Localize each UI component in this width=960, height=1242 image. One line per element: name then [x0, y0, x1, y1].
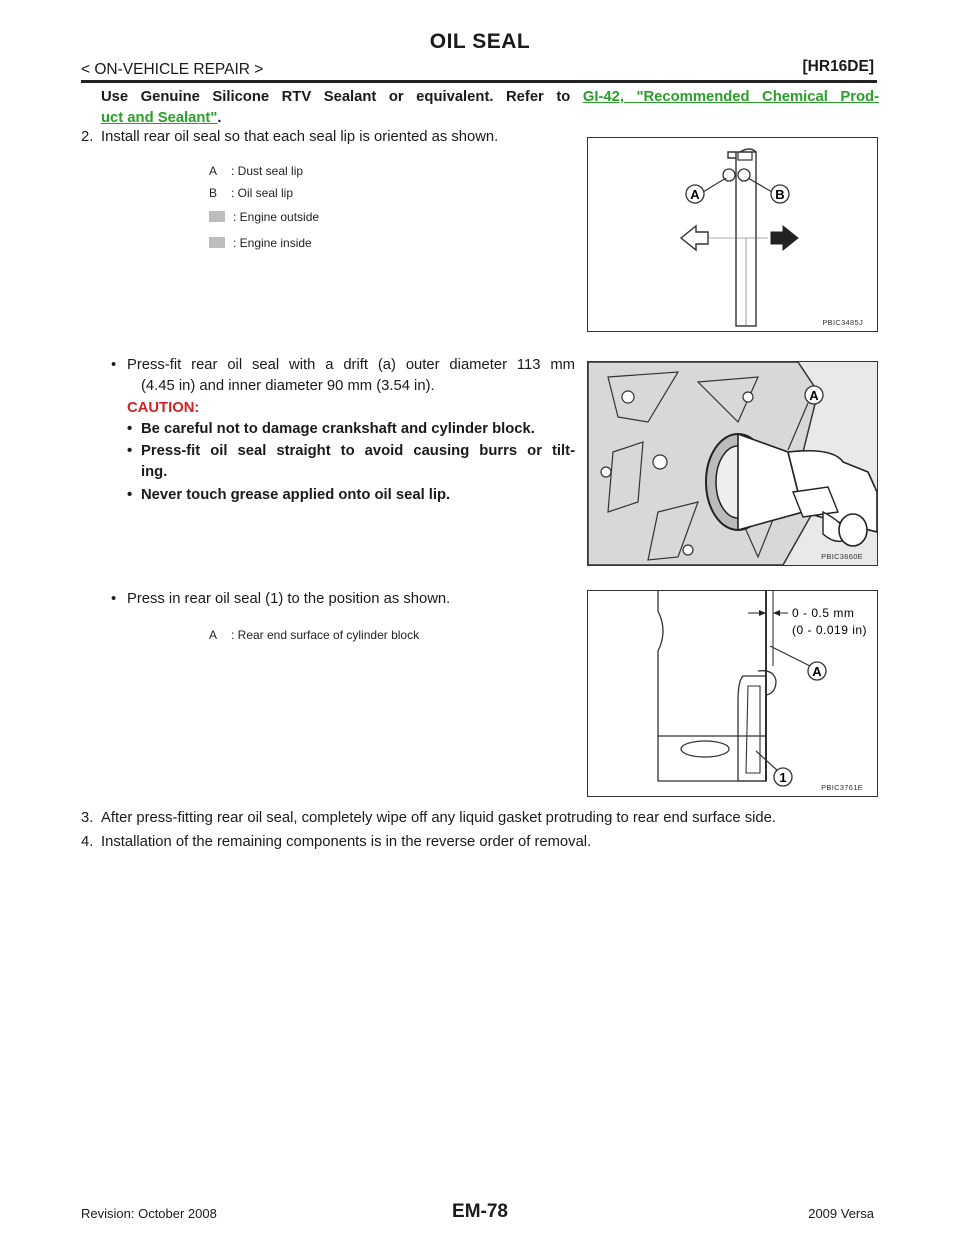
- legend-text: : Oil seal lip: [231, 186, 294, 200]
- engine-inside-swatch: [209, 237, 225, 248]
- intro-period: .: [217, 110, 222, 126]
- seal-lip-orientation-figure: [587, 137, 878, 332]
- reference-link[interactable]: GI-42, "Recommended Chemical Prod-: [582, 89, 879, 105]
- caution-item: Be careful not to damage crankshaft and cylinder block.: [141, 421, 535, 437]
- label-1-rear-oil-seal: 1: [779, 770, 787, 785]
- bullet-2-text: Press in rear oil seal (1) to the position as shown.: [127, 591, 451, 607]
- legend-row: [209, 210, 319, 224]
- header-divider: [81, 80, 877, 83]
- clearance-in: (0 - 0.019 in): [792, 623, 868, 637]
- step-3-text: After press-fitting rear oil seal, completely wipe off any liquid gasket protruding to rear end surface side.: [101, 810, 776, 826]
- section-label: < ON-VEHICLE REPAIR >: [81, 61, 264, 78]
- legend-key: A: [209, 628, 218, 642]
- seal-position-figure: [587, 590, 878, 797]
- legend-text: : Engine inside: [233, 236, 312, 250]
- label-b-oil-seal: B: [775, 187, 785, 202]
- legend-row: [209, 186, 293, 200]
- label-a-rear-end-surface: A: [812, 664, 822, 679]
- bullet-mark: •: [111, 357, 117, 373]
- figure-code: PBIC3485J: [822, 318, 863, 327]
- press-fit-illustration: [588, 362, 877, 565]
- legend-text: : Dust seal lip: [231, 164, 304, 178]
- step-4-text: Installation of the remaining components is in the reverse order of removal.: [101, 834, 592, 850]
- engine-outside-arrow-icon: [681, 226, 708, 250]
- model-year: 2009 Versa: [808, 1206, 874, 1221]
- intro-paragraph-line2: [101, 108, 222, 129]
- intro-text: Use Genuine Silicone RTV Sealant or equivalent. Refer to: [101, 89, 583, 105]
- page-title: OIL SEAL: [429, 30, 531, 53]
- page-number: EM-78: [452, 1201, 508, 1222]
- revision-date: Revision: October 2008: [81, 1206, 217, 1221]
- figure-3-legend: [209, 628, 419, 642]
- caution-bullet: •: [127, 421, 133, 437]
- caution-bullet: •: [127, 487, 133, 503]
- caution-item: Press-fit oil seal straight to avoid causing burrs or tilt-: [141, 443, 575, 459]
- legend-row: [209, 236, 312, 250]
- figure-code: PBIC3761E: [821, 783, 863, 792]
- caution-bullet: •: [127, 443, 133, 459]
- clearance-mm: 0 - 0.5 mm: [792, 606, 855, 620]
- figure-1-legend: [209, 164, 559, 254]
- seal-position-diagram: [588, 591, 877, 796]
- engine-inside-arrow-icon: [771, 226, 798, 250]
- label-a-drift: A: [809, 388, 819, 403]
- legend-row: [209, 164, 303, 178]
- engine-code: [HR16DE]: [802, 58, 874, 75]
- bullet-1-line1: Press-fit rear oil seal with a drift (a) outer diameter 113 mm: [127, 357, 575, 373]
- legend-text: : Engine outside: [233, 210, 320, 224]
- step-2-number: 2.: [81, 129, 94, 145]
- label-a-dust-seal: A: [690, 187, 700, 202]
- reference-link-continued[interactable]: uct and Sealant": [101, 110, 218, 126]
- bullet-1-line2: (4.45 in) and inner diameter 90 mm (3.54 in).: [141, 378, 435, 394]
- engine-outside-swatch: [209, 211, 225, 222]
- caution-item-continued: ing.: [141, 464, 168, 480]
- seal-lip-diagram: [588, 138, 877, 331]
- legend-text: : Rear end surface of cylinder block: [231, 628, 420, 642]
- intro-paragraph: [101, 87, 879, 108]
- legend-key: A: [209, 164, 218, 178]
- step-4-number: 4.: [81, 834, 94, 850]
- step-3-number: 3.: [81, 810, 94, 826]
- legend-key: B: [209, 186, 218, 200]
- bullet-mark: •: [111, 591, 117, 607]
- step-2-text: Install rear oil seal so that each seal lip is oriented as shown.: [101, 129, 499, 145]
- figure-code: PBIC3660E: [821, 552, 863, 561]
- press-fit-drift-figure: [587, 361, 878, 566]
- caution-label: CAUTION:: [127, 400, 200, 416]
- caution-item: Never touch grease applied onto oil seal lip.: [141, 487, 451, 503]
